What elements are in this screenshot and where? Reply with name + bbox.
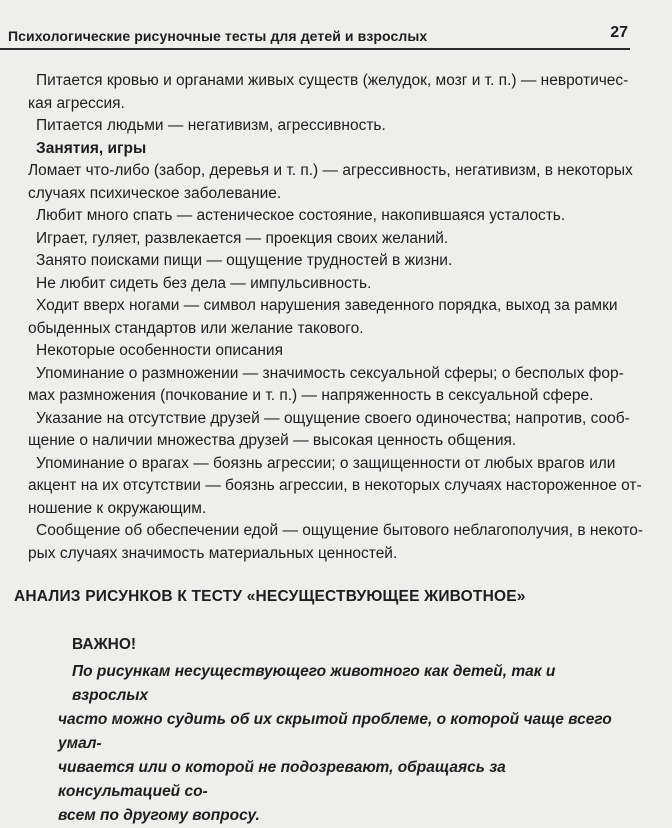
text-line: рых случаях значимость материальных ценностей. xyxy=(28,544,398,562)
text-line: Сообщение об обеспечении едой — ощущение бытового неблагополучия, в некото- xyxy=(36,522,644,539)
note-text xyxy=(58,660,618,828)
text-line: Упоминание о размножении — значимость сексуальной сферы; о бесполых фор- xyxy=(36,364,624,382)
section-heading: АНАЛИЗ РИСУНКОВ К ТЕСТУ «НЕСУЩЕСТВУЮЩЕЕ ЖИВОТНОЕ» xyxy=(14,588,526,605)
paragraph: Играет, гуляет, развлекается — проекция своих желаний. xyxy=(36,229,449,247)
note-title: ВАЖНО! xyxy=(72,636,137,653)
text-line: Ходит вверх ногами — символ нарушения заведенного порядка, выход за рамки xyxy=(36,297,618,314)
paragraph xyxy=(26,70,644,115)
paragraph xyxy=(26,160,644,205)
paragraph xyxy=(26,408,644,453)
text-line: По рисункам несуществующего животного как детей, так и взрослых xyxy=(72,663,556,704)
paragraph: Любит много спать — астеническое состояние, накопившаяся усталость. xyxy=(36,207,566,224)
page-number: 27 xyxy=(610,24,628,41)
text-line: Упоминание о врагах — боязнь агрессии; о защищенности от любых врагов или xyxy=(36,454,616,472)
text-line: Питается кровью и органами живых существ (желудок, мозг и т. п.) — невротичес- xyxy=(36,72,629,89)
text-line: ношение к окружающим. xyxy=(28,499,207,517)
paragraph xyxy=(26,520,644,565)
paragraph xyxy=(26,295,644,340)
subheading: Занятия, игры xyxy=(36,139,147,157)
text-line: всем по другому вопросу. xyxy=(58,807,260,824)
important-note xyxy=(58,636,618,828)
running-title: Психологические рисуночные тесты для детей и взрослых xyxy=(8,28,428,44)
text-line: щение о наличии множества друзей — высокая ценность общения. xyxy=(28,432,517,449)
text-line: Указание на отсутствие друзей — ощущение своего одиночества; напротив, сооб- xyxy=(36,409,630,427)
text-line: мах размножения (почкование и т. п.) — напряженность в сексуальной сфере. xyxy=(28,387,594,404)
text-line: акцент на их отсутствии — боязнь агрессии, в некоторых случаях настороженное от- xyxy=(28,477,642,494)
paragraph: Не любит сидеть без дела — импульсивность. xyxy=(36,274,372,292)
paragraph: Занято поисками пищи — ощущение трудностей в жизни. xyxy=(36,252,453,269)
text-line: чивается или о которой не подозревают, обращаясь за консультацией со- xyxy=(58,759,506,800)
paragraph xyxy=(26,453,644,521)
text-line: Ломает что-либо (забор, деревья и т. п.) — агрессивность, негативизм, в некоторых xyxy=(28,162,633,179)
header-rule xyxy=(0,48,630,50)
text-line: обыденных стандартов или желание такового. xyxy=(28,319,364,337)
body-text xyxy=(26,70,644,565)
paragraph: Питается людьми — негативизм, агрессивность. xyxy=(36,117,386,134)
page-header xyxy=(0,18,672,52)
paragraph: Некоторые особенности описания xyxy=(36,342,283,359)
text-line: часто можно судить об их скрытой проблеме, о которой чаще всего умал- xyxy=(58,711,612,752)
paragraph xyxy=(26,363,644,408)
text-line: случаях психическое заболевание. xyxy=(28,184,282,202)
text-line: кая агрессия. xyxy=(28,94,125,112)
